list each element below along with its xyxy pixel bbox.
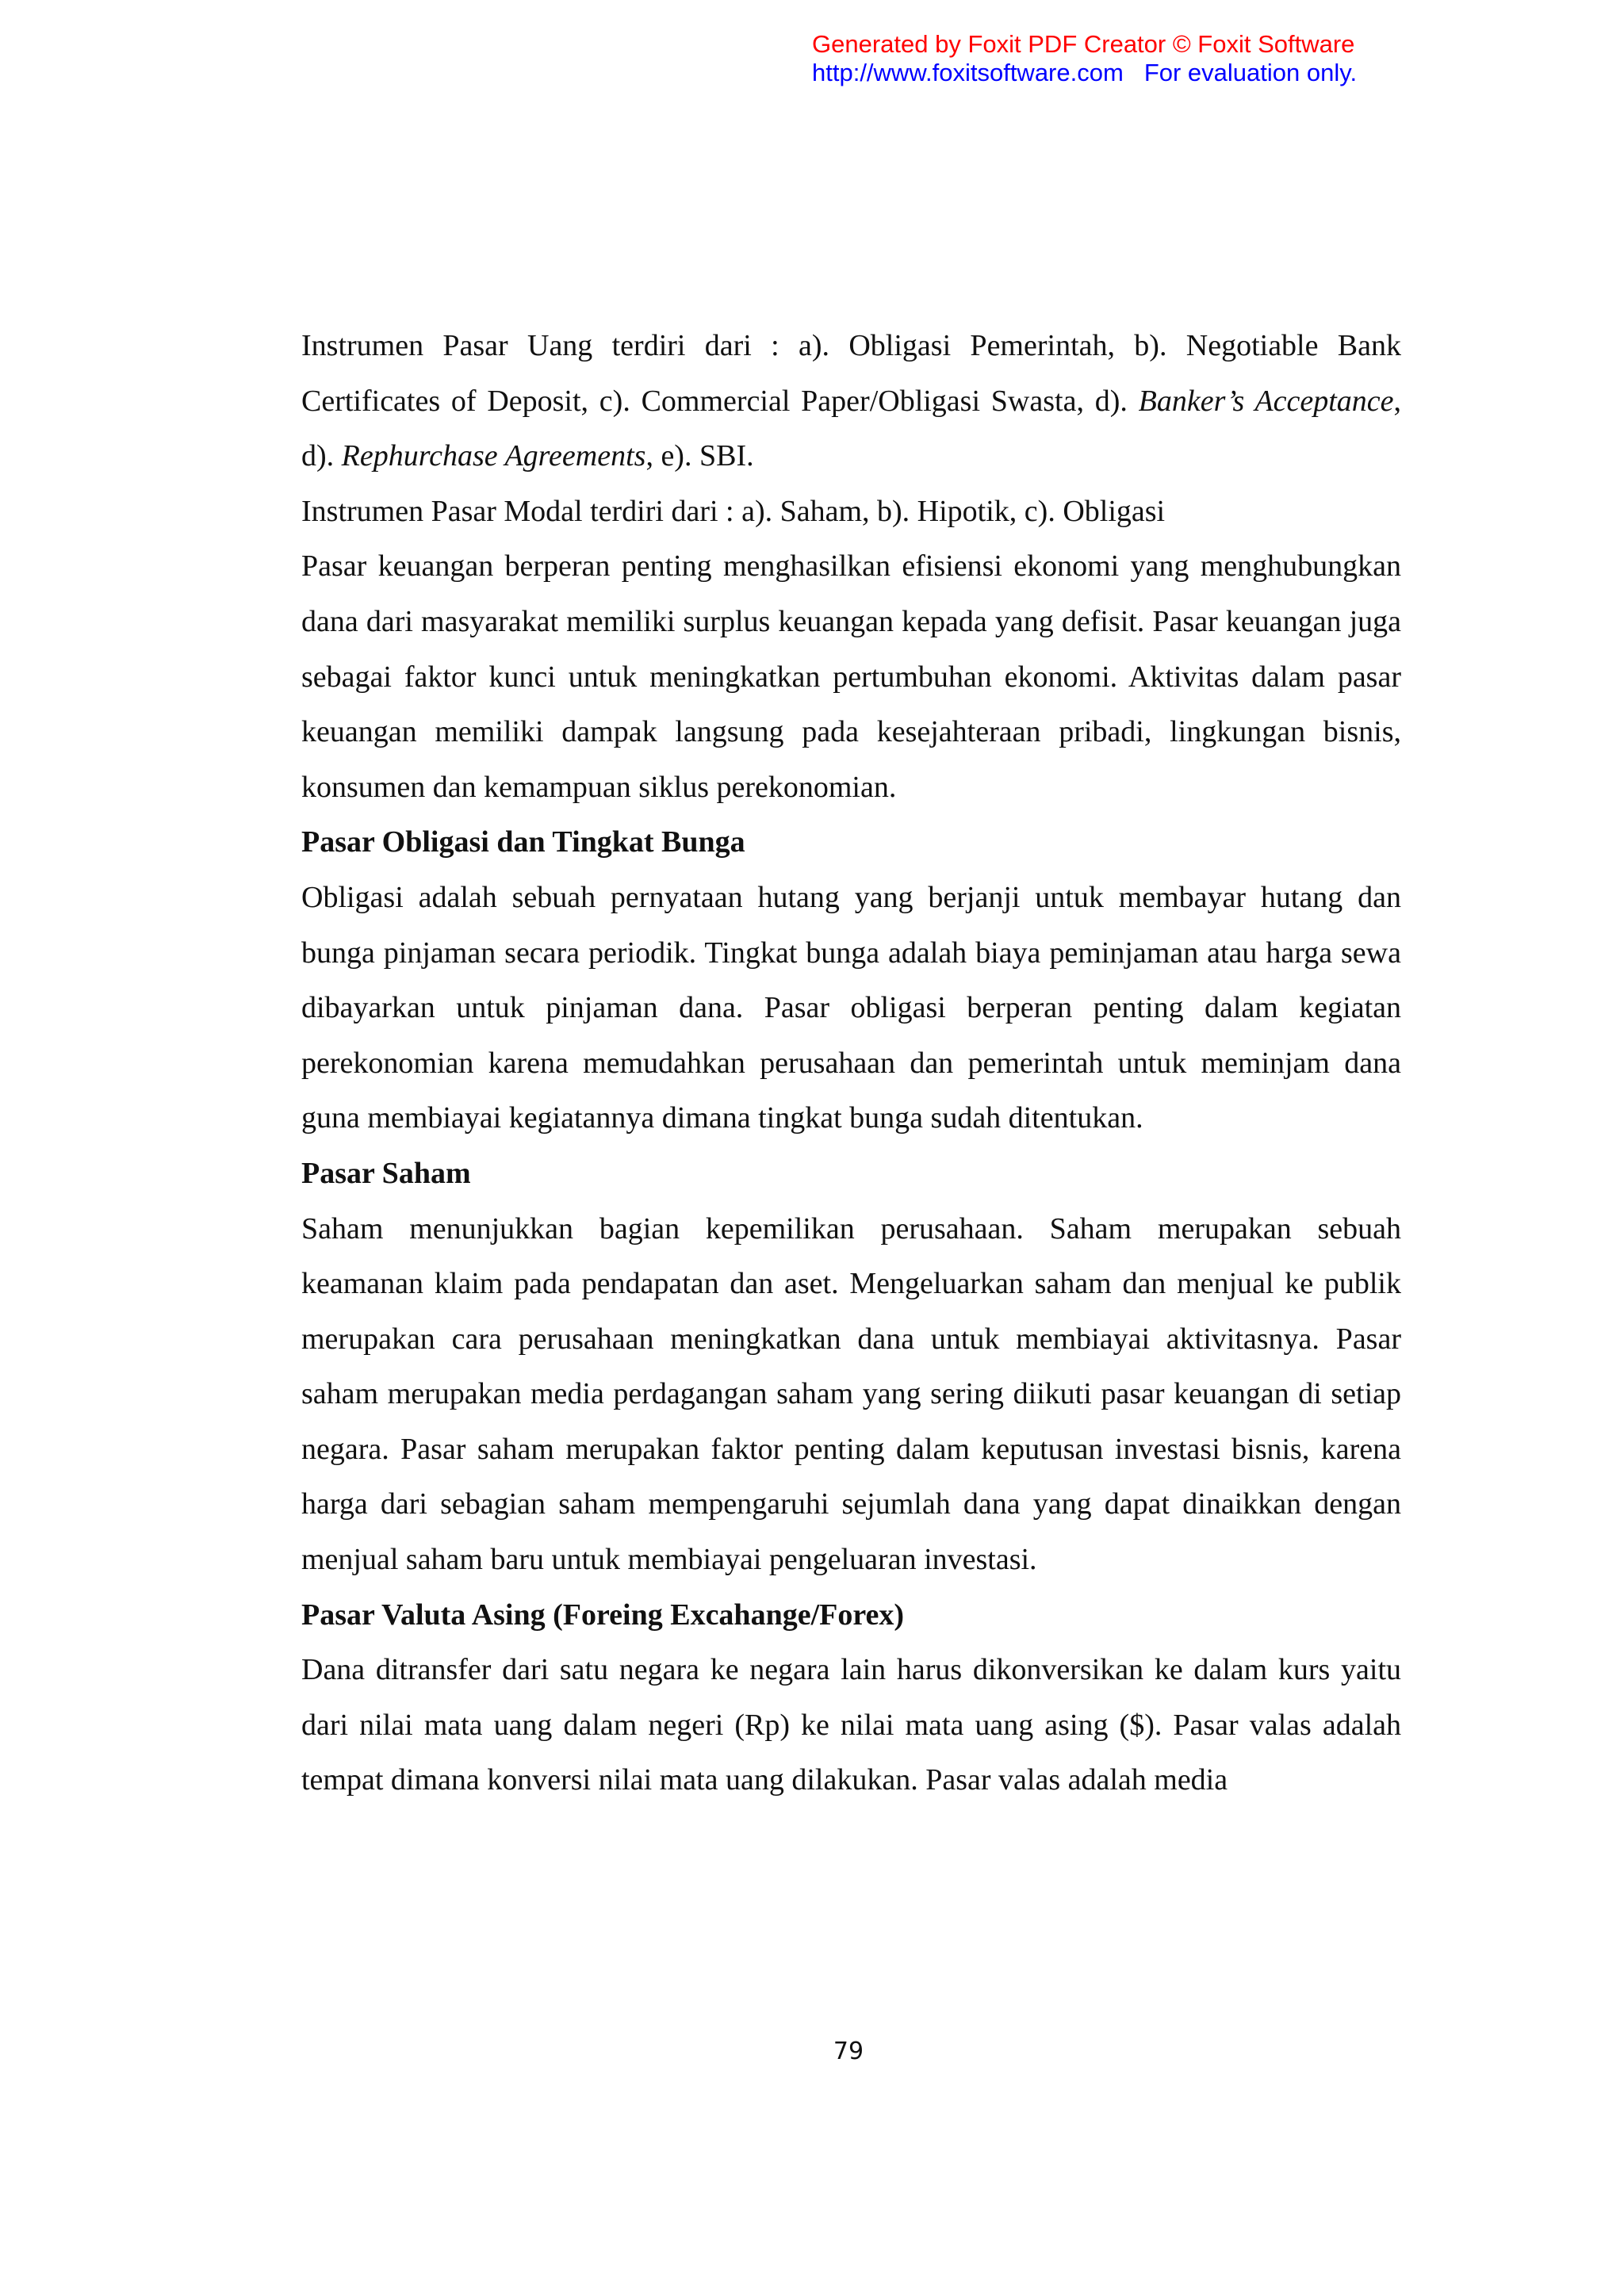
watermark-generated-line: Generated by Foxit PDF Creator © Foxit Software (812, 30, 1355, 58)
italic-term: Rephurchase Agreements (341, 439, 646, 473)
watermark-url: http://www.foxitsoftware.com (812, 59, 1124, 86)
paragraph-text: Instrumen Pasar Uang terdiri dari : a). Obligasi Pemerintah, b). Negotiable Bank Certificates of Deposit, c). Commercial Paper/Obligasi Swasta, d). (301, 329, 1401, 418)
page-number: 79 (833, 2038, 864, 2065)
paragraph-text: , e). SBI. (645, 439, 754, 473)
heading-pasar-valas: Pasar Valuta Asing (Foreing Excahange/Forex) (301, 1598, 905, 1632)
watermark-eval-notice: For evaluation only. (1143, 59, 1358, 86)
heading-pasar-obligasi: Pasar Obligasi dan Tingkat Bunga (301, 825, 745, 859)
paragraph-saham: Saham menunjukkan bagian kepemilikan perusahaan. Saham merupakan sebuah keamanan klaim pada pendapatan dan aset. Mengeluarkan saham dan menjual ke publik merupakan cara perusahaan meningkatkan dana untuk membiayai aktivitasnya. Pasar saham merupakan media perdagangan saham yang sering diikuti pasar keuangan di setiap negara. Pasar saham merupakan faktor penting dalam keputusan investasi bisnis, karena harga dari sebagian saham mempengaruhi sejumlah dana yang dapat dinaikkan dengan menjual saham baru untuk membiayai pengeluaran investasi. (301, 1211, 1401, 1577)
paragraph-obligasi: Obligasi adalah sebuah pernyataan hutang yang berjanji untuk membayar hutang dan bunga pinjaman secara periodik. Tingkat bunga adalah biaya peminjaman atau harga sewa dibayarkan untuk pinjaman dana. Pasar obligasi berperan penting dalam kegiatan perekonomian karena memudahkan perusahaan dan pemerintah untuk meminjam dana guna membiayai kegiatannya dimana tingkat bunga sudah ditentukan. (301, 880, 1401, 1135)
watermark-url-line (812, 59, 1462, 87)
paragraph-pasar-modal: Instrumen Pasar Modal terdiri dari : a). Saham, b). Hipotik, c). Obligasi (301, 494, 1166, 528)
italic-term: Banker’s Acceptance (1138, 384, 1394, 418)
paragraph-pasar-uang (301, 319, 1401, 484)
document-body (301, 319, 1401, 1808)
paragraph-text: , d). (301, 384, 1401, 473)
paragraph-pasar-keuangan: Pasar keuangan berperan penting menghasilkan efisiensi ekonomi yang menghubungkan dana dari masyarakat memiliki surplus keuangan kepada yang defisit. Pasar keuangan juga sebagai faktor kunci untuk meningkatkan pertumbuhan ekonomi. Aktivitas dalam pasar keuangan memiliki dampak langsung pada kesejahteraan pribadi, lingkungan bisnis, konsumen dan kemampuan siklus perekonomian. (301, 549, 1401, 804)
paragraph-valas: Dana ditransfer dari satu negara ke negara lain harus dikonversikan ke dalam kurs yaitu dari nilai mata uang dalam negeri (Rp) ke nilai mata uang asing ($). Pasar valas adalah tempat dimana konversi nilai mata uang dilakukan. Pasar valas adalah media (301, 1653, 1401, 1797)
foxit-watermark (812, 30, 1462, 87)
heading-pasar-saham: Pasar Saham (301, 1156, 471, 1190)
